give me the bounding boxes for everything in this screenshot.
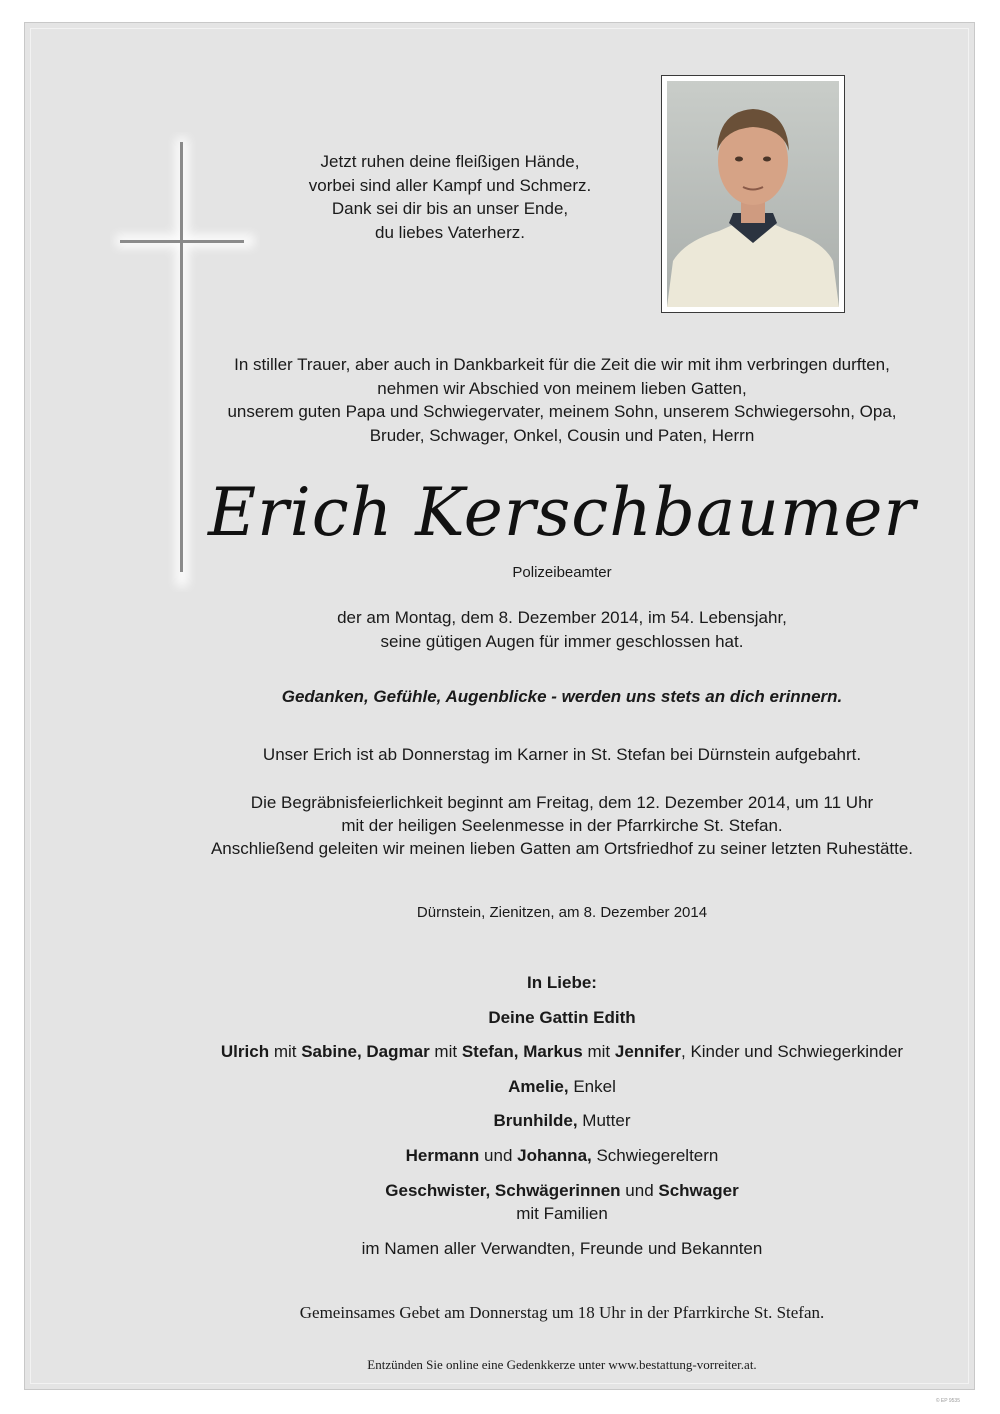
mourner-mother: Brunhilde, Mutter xyxy=(493,1111,631,1131)
mourner-siblings: Geschwister, Schwägerinnen und Schwager xyxy=(385,1180,739,1200)
mourner-children: Ulrich mit Sabine, Dagmar mit Stefan, Markus mit Jennifer, Kinder und Schwiegerkinder xyxy=(220,1042,904,1062)
funeral-line: mit der heiligen Seelenmesse in der Pfarrkirche St. Stefan. xyxy=(341,816,783,835)
deceased-name: Erich Kerschbaumer xyxy=(207,474,917,551)
intro-text xyxy=(200,353,924,447)
prayer-notice: Gemeinsames Gebet am Donnerstag um 18 Uhr in der Pfarrkirche St. Stefan. xyxy=(299,1303,825,1322)
funeral-line: Die Begräbnisfeierlichkeit beginnt am Freitag, dem 12. Dezember 2014, um 11 Uhr xyxy=(250,793,874,812)
poem-line: Jetzt ruhen deine fleißigen Hände, xyxy=(320,152,580,171)
mourner-grandchild: Amelie, Enkel xyxy=(508,1076,616,1096)
mourners-list xyxy=(200,972,924,1272)
online-candle-notice: Entzünden Sie online eine Gedenkkerze unter www.bestattung-vorreiter.at. xyxy=(367,1357,757,1372)
death-notice xyxy=(200,606,924,653)
death-notice-line: der am Montag, dem 8. Dezember 2014, im 54. Lebensjahr, xyxy=(337,608,787,627)
poem-line: du liebes Vaterherz. xyxy=(375,222,525,242)
mourners-heading: In Liebe: xyxy=(527,973,597,992)
deceased-profession: Polizeibeamter xyxy=(512,564,612,581)
intro-line: unserem guten Papa und Schwiegervater, meinem Sohn, unserem Schwiegersohn, Opa, xyxy=(227,402,897,421)
funeral-details xyxy=(200,791,924,860)
intro-line: nehmen wir Abschied von meinem lieben Gatten, xyxy=(377,378,747,398)
intro-line: Bruder, Schwager, Onkel, Cousin und Paten, Herrn xyxy=(369,425,755,445)
funeral-line: Anschließend geleiten wir meinen lieben Gatten am Ortsfriedhof zu seiner letzten Ruhestätte. xyxy=(210,839,914,858)
poem-line: Dank sei dir bis an unser Ende, xyxy=(331,199,569,218)
portrait-photo xyxy=(667,81,839,307)
death-notice-line: seine gütigen Augen für immer geschlossen hat. xyxy=(380,631,744,651)
mourner-closing: im Namen aller Verwandten, Freunde und Bekannten xyxy=(361,1238,763,1258)
laid-out-notice: Unser Erich ist ab Donnerstag im Karner in St. Stefan bei Dürnstein aufgebahrt. xyxy=(262,745,862,764)
poem xyxy=(260,150,640,244)
mourner-wife: Deine Gattin Edith xyxy=(488,1007,636,1027)
mourner-parents-in-law: Hermann und Johanna, Schwiegereltern xyxy=(405,1145,719,1165)
poem-line: vorbei sind aller Kampf und Schmerz. xyxy=(308,175,592,195)
portrait-frame xyxy=(661,75,845,313)
intro-line: In stiller Trauer, aber auch in Dankbarkeit für die Zeit die wir mit ihm verbringen durften, xyxy=(234,355,890,374)
place-date: Dürnstein, Zienitzen, am 8. Dezember 2014 xyxy=(416,904,708,921)
mourner-families: mit Familien xyxy=(516,1204,608,1224)
copyright-mark: © EP 9535 xyxy=(935,1398,960,1404)
motto: Gedanken, Gefühle, Augenblicke - werden uns stets an dich erinnern. xyxy=(281,687,843,706)
